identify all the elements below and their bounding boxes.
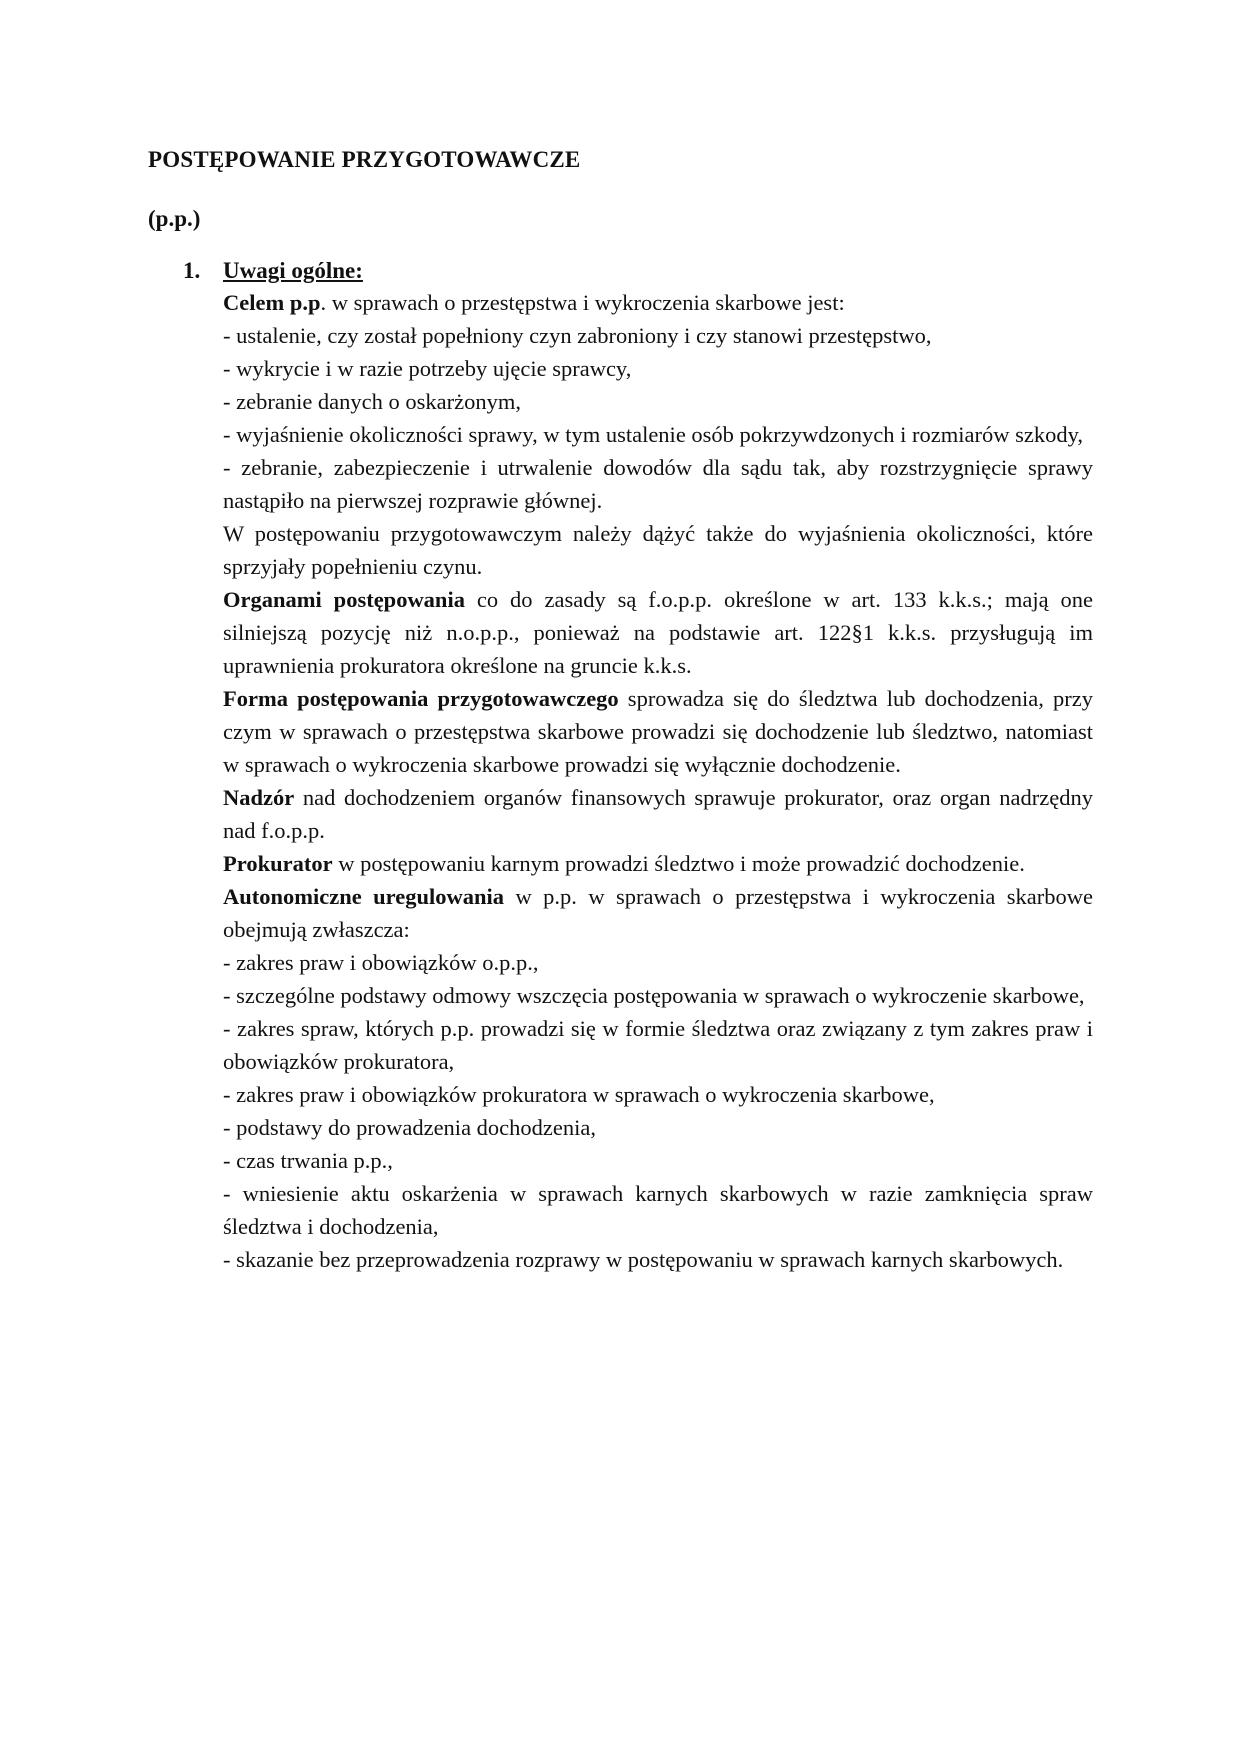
paragraph-authorities-lead: Organami postępowania: [223, 587, 465, 612]
paragraph-goal-lead: Celem p.p: [223, 290, 321, 315]
list-item: - podstawy do prowadzenia dochodzenia,: [223, 1115, 596, 1140]
document-title: POSTĘPOWANIE PRZYGOTOWAWCZE: [148, 147, 581, 172]
list-item: - wykrycie i w razie potrzeby ujęcie sprawcy,: [223, 356, 632, 381]
section-body: [223, 286, 1093, 1276]
list-item: - zebranie danych o oskarżonym,: [223, 389, 522, 414]
paragraph-form: [223, 682, 1093, 781]
list-item: - wniesienie aktu oskarżenia w sprawach karnych skarbowych w razie zamknięcia spraw śledztwa i dochodzenia,: [223, 1181, 1093, 1239]
list-item: - zebranie, zabezpieczenie i utrwalenie dowodów dla sądu tak, aby rozstrzygnięcie sprawy nastąpiło na pierwszej rozprawie głównej.: [223, 455, 1093, 513]
paragraph-supervision-text: nad dochodzeniem organów finansowych sprawuje prokurator, oraz organ nadrzędny nad f.o.p.p.: [223, 785, 1093, 843]
paragraph-form-lead: Forma postępowania przygotowawczego: [223, 686, 619, 711]
paragraph-autonomous-text: w p.p. w sprawach o przestępstwa i wykroczenia skarbowe obejmują zwłaszcza:: [223, 884, 1093, 942]
paragraph-goal: [223, 286, 1093, 319]
list-item: - zakres praw i obowiązków prokuratora w sprawach o wykroczenia skarbowe,: [223, 1082, 935, 1107]
list-item: - szczególne podstawy odmowy wszczęcia postępowania w sprawach o wykroczenie skarbowe,: [223, 983, 1085, 1008]
list-item: - zakres spraw, których p.p. prowadzi się w formie śledztwa oraz związany z tym zakres praw i obowiązków prokuratora,: [223, 1016, 1093, 1074]
paragraph-autonomous-lead: Autonomiczne uregulowania: [223, 884, 505, 909]
paragraph-prosecutor-lead: Prokurator: [223, 851, 333, 876]
document-subtitle: (p.p.): [148, 206, 201, 231]
list-item: - skazanie bez przeprowadzenia rozprawy w postępowaniu w sprawach karnych skarbowych.: [223, 1247, 1064, 1272]
paragraph-circumstances: W postępowaniu przygotowawczym należy dążyć także do wyjaśnienia okoliczności, które sprzyjały popełnieniu czynu.: [223, 521, 1093, 579]
paragraph-supervision: [223, 781, 1093, 847]
section-number: 1.: [183, 258, 201, 283]
paragraph-authorities-text: co do zasady są f.o.p.p. określone w art. 133 k.k.s.; mają one silniejszą pozycję niż n.o.p.p., ponieważ na podstawie art. 122§1 k.k.s. przysługują im uprawnienia prokuratora określone na gruncie k.k.s.: [223, 587, 1093, 678]
list-item: - zakres praw i obowiązków o.p.p.,: [223, 950, 539, 975]
paragraph-form-text: sprowadza się do śledztwa lub dochodzenia, przy czym w sprawach o przestępstwa skarbowe prowadzi się dochodzenie lub śledztwo, natomiast w sprawach o wykroczenia skarbowe prowadzi się wyłącznie dochodzenie.: [223, 686, 1093, 777]
list-item: - wyjaśnienie okoliczności sprawy, w tym ustalenie osób pokrzywdzonych i rozmiarów szkody,: [223, 422, 1083, 447]
section-heading: Uwagi ogólne:: [223, 258, 363, 283]
list-item: - ustalenie, czy został popełniony czyn zabroniony i czy stanowi przestępstwo,: [223, 323, 932, 348]
paragraph-autonomous: [223, 880, 1093, 946]
paragraph-supervision-lead: Nadzór: [223, 785, 295, 810]
paragraph-goal-text: . w sprawach o przestępstwa i wykroczenia skarbowe jest:: [320, 290, 845, 315]
paragraph-authorities: [223, 583, 1093, 682]
list-item: - czas trwania p.p.,: [223, 1148, 393, 1173]
paragraph-prosecutor-text: w postępowaniu karnym prowadzi śledztwo i może prowadzić dochodzenie.: [332, 851, 1025, 876]
paragraph-prosecutor: [223, 847, 1093, 880]
